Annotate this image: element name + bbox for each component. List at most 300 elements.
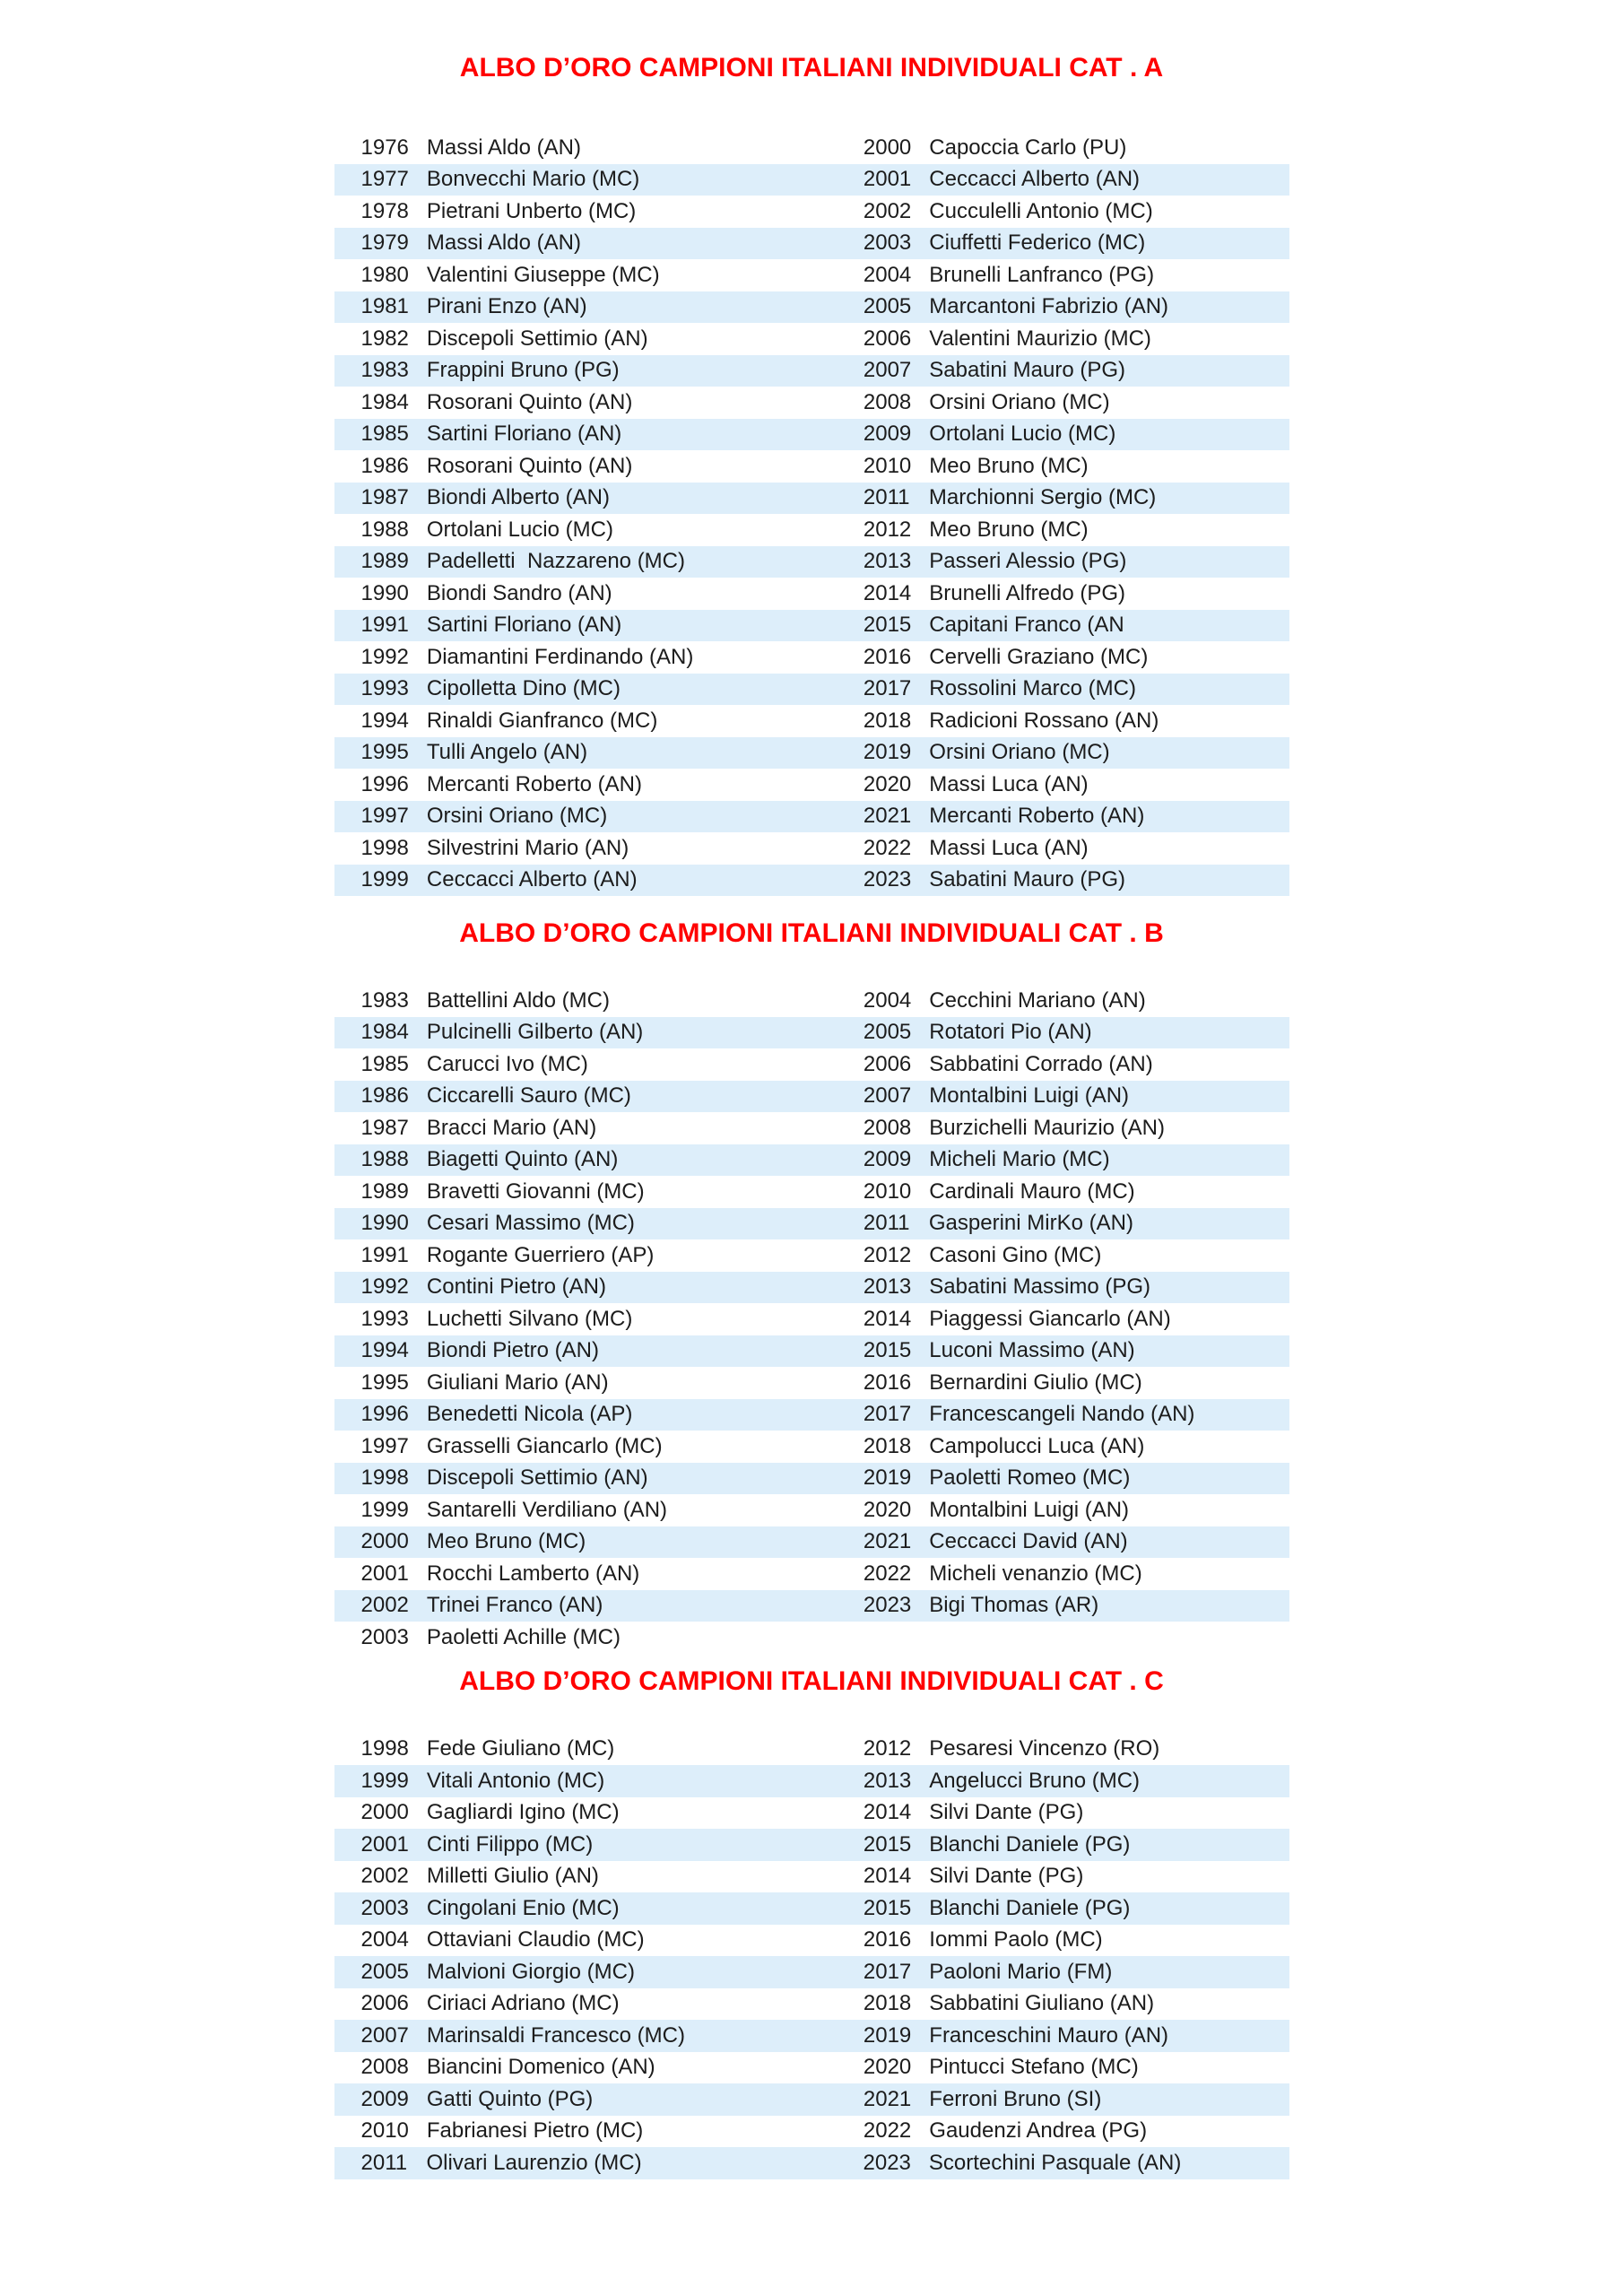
year-cell-left: 2006 [360,1991,409,2016]
table-row [334,1399,1289,1431]
table-row [334,1734,1289,1766]
table-row [334,801,1289,833]
year-cell-left: 1989 [360,549,409,574]
name-cell-left: Ceccacci Alberto (AN) [426,867,638,892]
name-cell-left: Carucci Ivo (MC) [426,1051,588,1076]
year-cell-right: 2019 [863,740,912,765]
name-cell-left: Vitali Antonio (MC) [426,1768,605,1793]
table-row [334,2116,1289,2148]
name-cell-left: Malvioni Giorgio (MC) [426,1959,635,1984]
table-row [334,769,1289,801]
name-cell-right: Passeri Alessio (PG) [929,549,1127,574]
year-cell-left: 1997 [360,1433,409,1458]
table-row [334,419,1289,451]
year-cell-left: 1990 [360,580,409,605]
year-cell-right: 2013 [863,549,912,574]
year-cell-left: 1995 [360,1370,409,1395]
year-cell-left: 1990 [360,1211,409,1236]
name-cell-right: Meo Bruno (MC) [929,453,1089,478]
name-cell-right: Radicioni Rossano (AN) [929,708,1159,733]
name-cell-right: Marcantoni Fabrizio (AN) [929,294,1169,319]
year-cell-right: 2018 [863,708,912,733]
year-cell-left: 2000 [360,1529,409,1554]
year-cell-left: 1992 [360,644,409,669]
name-cell-right: Capoccia Carlo (PU) [929,135,1127,160]
year-cell-left: 2010 [360,2118,409,2144]
year-cell-left: 1978 [360,198,409,223]
year-cell-left: 2003 [360,1624,409,1649]
name-cell-right: Capitani Franco (AN [929,613,1124,638]
name-cell-right: Bigi Thomas (AR) [929,1593,1099,1618]
name-cell-right: Silvi Dante (PG) [929,1800,1084,1825]
year-cell-left: 1994 [360,1338,409,1363]
section-cat-c [0,1665,1623,2179]
year-cell-left: 1981 [360,294,409,319]
name-cell-left: Biagetti Quinto (AN) [426,1147,619,1172]
name-cell-right: Massi Luca (AN) [929,835,1089,860]
year-cell-left: 1989 [360,1178,409,1204]
year-cell-left: 1993 [360,1306,409,1331]
table-row [334,483,1289,515]
name-cell-right: Ceccacci David (AN) [929,1529,1128,1554]
year-cell-right: 2010 [863,1178,912,1204]
year-cell-right: 2011 [863,485,910,510]
name-cell-right: Gasperini MirKo (AN) [928,1211,1133,1236]
year-cell-right: 2008 [863,389,912,414]
year-cell-right: 2022 [863,1561,912,1586]
table-row [334,1797,1289,1830]
name-cell-left: Pulcinelli Gilberto (AN) [426,1020,644,1045]
name-cell-left: Giuliani Mario (AN) [426,1370,609,1395]
year-cell-right: 2004 [863,262,912,287]
table-row [334,1176,1289,1208]
name-cell-left: Ciccarelli Sauro (MC) [426,1083,631,1109]
table-row [334,1558,1289,1590]
name-cell-left: Cinti Filippo (MC) [426,1831,594,1857]
year-cell-right: 2005 [863,294,912,319]
table-row [334,387,1289,419]
name-cell-left: Cesari Massimo (MC) [426,1211,635,1236]
year-cell-right: 2018 [863,1991,912,2016]
name-cell-right: Sabatini Mauro (PG) [929,358,1126,383]
year-cell-right: 2006 [863,1051,912,1076]
year-cell-right: 2023 [863,1593,912,1618]
year-cell-left: 1986 [360,453,409,478]
year-cell-left: 1976 [360,135,409,160]
name-cell-right: Bernardini Giulio (MC) [929,1370,1142,1395]
name-cell-left: Bracci Mario (AN) [426,1115,597,1140]
table-row [334,1303,1289,1335]
name-cell-right: Ciuffetti Federico (MC) [929,230,1146,256]
table-row [334,1892,1289,1925]
year-cell-left: 1992 [360,1274,409,1300]
table-row [334,610,1289,642]
table-row [334,1765,1289,1797]
year-cell-left: 1987 [360,1115,409,1140]
year-cell-right: 2009 [863,422,912,447]
year-cell-right: 2008 [863,1115,912,1140]
name-cell-left: Biondi Sandro (AN) [426,580,612,605]
year-cell-left: 1984 [360,1020,409,1045]
name-cell-right: Micheli Mario (MC) [929,1147,1110,1172]
table-row [334,674,1289,706]
year-cell-right: 2021 [863,1529,912,1554]
table-row [334,514,1289,546]
name-cell-left: Olivari Laurenzio (MC) [426,2150,642,2175]
table-row [334,1239,1289,1272]
year-cell-left: 2011 [360,2150,408,2175]
table-row [334,1494,1289,1526]
name-cell-left: Rogante Guerriero (AP) [426,1242,655,1267]
name-cell-left: Fede Giuliano (MC) [426,1736,615,1761]
year-cell-left: 1985 [360,1051,409,1076]
year-cell-right: 2021 [863,2086,912,2111]
table-row [334,323,1289,355]
year-cell-left: 1988 [360,1147,409,1172]
year-cell-left: 1996 [360,1402,409,1427]
name-cell-right: Pintucci Stefano (MC) [929,2055,1139,2080]
name-cell-left: Discepoli Settimio (AN) [426,1465,648,1491]
name-cell-left: Fabrianesi Pietro (MC) [426,2118,644,2144]
name-cell-left: Contini Pietro (AN) [426,1274,606,1300]
champions-table [334,985,1289,1654]
name-cell-left: Gagliardi Igino (MC) [426,1800,620,1825]
name-cell-right: Pesaresi Vincenzo (RO) [929,1736,1160,1761]
section-cat-a [0,52,1623,896]
table-row [334,291,1289,324]
name-cell-left: Discepoli Settimio (AN) [426,326,648,351]
name-cell-right: Cervelli Graziano (MC) [929,644,1149,669]
table-row [334,2083,1289,2116]
name-cell-right: Cucculelli Antonio (MC) [929,198,1153,223]
year-cell-right: 2021 [863,804,912,829]
name-cell-right: Brunelli Alfredo (PG) [929,580,1126,605]
name-cell-left: Tulli Angelo (AN) [426,740,588,765]
name-cell-right: Micheli venanzio (MC) [929,1561,1142,1586]
year-cell-right: 2012 [863,1736,912,1761]
year-cell-left: 2003 [360,1895,409,1920]
year-cell-right: 2015 [863,1895,912,1920]
name-cell-right: Rossolini Marco (MC) [929,676,1136,701]
year-cell-left: 1983 [360,358,409,383]
year-cell-left: 2008 [360,2055,409,2080]
year-cell-left: 1993 [360,676,409,701]
year-cell-right: 2016 [863,1370,912,1395]
year-cell-right: 2016 [863,1927,912,1952]
name-cell-right: Massi Luca (AN) [929,771,1089,796]
year-cell-left: 2005 [360,1959,409,1984]
name-cell-left: Benedetti Nicola (AP) [426,1402,633,1427]
name-cell-right: Scortechini Pasquale (AN) [928,2150,1182,2175]
table-row [334,1861,1289,1893]
name-cell-left: Cingolani Enio (MC) [426,1895,620,1920]
name-cell-right: Sabbatini Corrado (AN) [929,1051,1153,1076]
table-row [334,865,1289,897]
name-cell-left: Bonvecchi Mario (MC) [426,167,640,192]
table-row [334,196,1289,228]
name-cell-right: Blanchi Daniele (PG) [929,1895,1131,1920]
name-cell-right: Mercanti Roberto (AN) [929,804,1145,829]
year-cell-right: 2020 [863,1497,912,1522]
year-cell-right: 2007 [863,1083,912,1109]
name-cell-left: Sartini Floriano (AN) [426,613,622,638]
table-row [334,985,1289,1017]
table-row [334,450,1289,483]
name-cell-left: Rosorani Quinto (AN) [426,453,633,478]
table-row [334,164,1289,196]
year-cell-right: 2010 [863,453,912,478]
name-cell-left: Gatti Quinto (PG) [426,2086,594,2111]
year-cell-left: 2007 [360,2022,409,2048]
table-row [334,1622,1289,1654]
name-cell-left: Marinsaldi Francesco (MC) [426,2022,685,2048]
year-cell-right: 2023 [863,867,912,892]
name-cell-left: Orsini Oriano (MC) [426,804,608,829]
year-cell-right: 2017 [863,1402,912,1427]
name-cell-left: Milletti Giulio (AN) [426,1864,599,1889]
table-row [334,1335,1289,1368]
year-cell-left: 1997 [360,804,409,829]
table-row [334,1112,1289,1144]
year-cell-left: 1991 [360,1242,409,1267]
name-cell-right: Brunelli Lanfranco (PG) [929,262,1155,287]
year-cell-right: 2002 [863,198,912,223]
name-cell-right: Blanchi Daniele (PG) [929,1831,1131,1857]
section-cat-b [0,918,1623,1654]
name-cell-right: Francescangeli Nando (AN) [929,1402,1195,1427]
section-title: ALBO D’ORO CAMPIONI ITALIANI INDIVIDUALI CAT . C [459,1665,1164,1696]
name-cell-left: Biondi Pietro (AN) [426,1338,599,1363]
name-cell-right: Piaggessi Giancarlo (AN) [929,1306,1171,1331]
name-cell-right: Ceccacci Alberto (AN) [929,167,1141,192]
year-cell-left: 1987 [360,485,409,510]
name-cell-right: Iommi Paolo (MC) [929,1927,1103,1952]
table-row [334,1431,1289,1463]
name-cell-left: Paoletti Achille (MC) [426,1624,621,1649]
name-cell-right: Paoletti Romeo (MC) [929,1465,1131,1491]
name-cell-left: Diamantini Ferdinando (AN) [426,644,694,669]
year-cell-right: 2011 [863,1211,910,1236]
name-cell-left: Padelletti Nazzareno (MC) [426,549,685,574]
table-row [334,1463,1289,1495]
name-cell-right: Ortolani Lucio (MC) [929,422,1116,447]
year-cell-right: 2000 [863,135,912,160]
year-cell-right: 2014 [863,1864,912,1889]
table-row [334,1081,1289,1113]
year-cell-left: 2000 [360,1800,409,1825]
year-cell-left: 1991 [360,613,409,638]
name-cell-right: Burzichelli Maurizio (AN) [929,1115,1166,1140]
table-row [334,737,1289,770]
name-cell-left: Massi Aldo (AN) [426,230,581,256]
name-cell-left: Meo Bruno (MC) [426,1529,586,1554]
year-cell-right: 2009 [863,1147,912,1172]
name-cell-right: Orsini Oriano (MC) [929,389,1110,414]
year-cell-right: 2014 [863,580,912,605]
name-cell-right: Sabatini Massimo (PG) [929,1274,1151,1300]
year-cell-left: 1986 [360,1083,409,1109]
name-cell-left: Rocchi Lamberto (AN) [426,1561,640,1586]
name-cell-left: Sartini Floriano (AN) [426,422,622,447]
year-cell-right: 2015 [863,1338,912,1363]
year-cell-left: 1998 [360,835,409,860]
name-cell-left: Mercanti Roberto (AN) [426,771,642,796]
year-cell-left: 1998 [360,1736,409,1761]
year-cell-right: 2006 [863,326,912,351]
table-row [334,1988,1289,2021]
name-cell-right: Sabbatini Giuliano (AN) [929,1991,1155,2016]
name-cell-left: Ciriaci Adriano (MC) [426,1991,620,2016]
table-row [334,1956,1289,1988]
year-cell-right: 2007 [863,358,912,383]
table-row [334,1048,1289,1081]
table-row [334,1925,1289,1957]
year-cell-right: 2017 [863,1959,912,1984]
year-cell-left: 2001 [360,1561,409,1586]
name-cell-right: Marchionni Sergio (MC) [928,485,1157,510]
name-cell-left: Rinaldi Gianfranco (MC) [426,708,658,733]
table-row [334,1367,1289,1399]
name-cell-left: Cipolletta Dino (MC) [426,676,621,701]
name-cell-left: Bravetti Giovanni (MC) [426,1178,645,1204]
table-row [334,259,1289,291]
name-cell-left: Santarelli Verdiliano (AN) [426,1497,668,1522]
name-cell-left: Pirani Enzo (AN) [426,294,587,319]
name-cell-right: Ferroni Bruno (SI) [929,2086,1102,2111]
year-cell-left: 1980 [360,262,409,287]
table-row [334,2147,1289,2179]
year-cell-right: 2001 [863,167,912,192]
name-cell-left: Rosorani Quinto (AN) [426,389,633,414]
name-cell-right: Cardinali Mauro (MC) [929,1178,1135,1204]
year-cell-left: 1983 [360,987,409,1013]
year-cell-right: 2023 [863,2150,911,2175]
year-cell-right: 2022 [863,2118,912,2144]
table-row [334,2020,1289,2052]
year-cell-right: 2022 [863,835,912,860]
year-cell-right: 2014 [863,1306,912,1331]
year-cell-left: 2002 [360,1593,409,1618]
year-cell-left: 1996 [360,771,409,796]
year-cell-left: 2009 [360,2086,409,2111]
year-cell-left: 2004 [360,1927,409,1952]
name-cell-left: Luchetti Silvano (MC) [426,1306,633,1331]
year-cell-right: 2020 [863,771,912,796]
year-cell-left: 1998 [360,1465,409,1491]
name-cell-left: Trinei Franco (AN) [426,1593,603,1618]
table-row [334,228,1289,260]
year-cell-right: 2019 [863,2022,912,2048]
name-cell-right: Campolucci Luca (AN) [929,1433,1145,1458]
year-cell-left: 1999 [360,1768,409,1793]
year-cell-left: 2002 [360,1864,409,1889]
table-row [334,705,1289,737]
name-cell-left: Battellini Aldo (MC) [426,987,610,1013]
year-cell-left: 1994 [360,708,409,733]
name-cell-right: Meo Bruno (MC) [929,517,1089,542]
year-cell-left: 1995 [360,740,409,765]
name-cell-left: Pietrani Unberto (MC) [426,198,637,223]
table-row [334,578,1289,610]
table-row [334,1272,1289,1304]
table-row [334,546,1289,578]
year-cell-right: 2012 [863,1242,912,1267]
year-cell-left: 1982 [360,326,409,351]
table-row [334,1590,1289,1622]
year-cell-right: 2004 [863,987,912,1013]
name-cell-left: Biondi Alberto (AN) [426,485,610,510]
name-cell-left: Ottaviani Claudio (MC) [426,1927,645,1952]
name-cell-right: Montalbini Luigi (AN) [929,1497,1130,1522]
year-cell-left: 1999 [360,867,409,892]
name-cell-left: Massi Aldo (AN) [426,135,581,160]
year-cell-right: 2012 [863,517,912,542]
name-cell-left: Silvestrini Mario (AN) [426,835,629,860]
table-row [334,1208,1289,1240]
year-cell-right: 2005 [863,1020,912,1045]
table-row [334,1829,1289,1861]
table-row [334,1144,1289,1177]
year-cell-left: 1988 [360,517,409,542]
table-row [334,355,1289,387]
name-cell-right: Cecchini Mariano (AN) [929,987,1146,1013]
table-row [334,1526,1289,1559]
year-cell-left: 2001 [360,1831,409,1857]
name-cell-right: Montalbini Luigi (AN) [929,1083,1130,1109]
name-cell-right: Paoloni Mario (FM) [929,1959,1113,1984]
year-cell-right: 2003 [863,230,912,256]
name-cell-right: Sabatini Mauro (PG) [929,867,1126,892]
section-title: ALBO D’ORO CAMPIONI ITALIANI INDIVIDUALI CAT . A [459,53,1164,83]
year-cell-left: 1977 [360,167,409,192]
name-cell-left: Ortolani Lucio (MC) [426,517,613,542]
name-cell-right: Rotatori Pio (AN) [929,1020,1092,1045]
year-cell-right: 2013 [863,1274,912,1300]
table-row [334,132,1289,164]
year-cell-right: 2016 [863,644,912,669]
year-cell-left: 1984 [360,389,409,414]
name-cell-right: Angelucci Bruno (MC) [929,1768,1141,1793]
name-cell-left: Valentini Giuseppe (MC) [426,262,660,287]
name-cell-left: Frappini Bruno (PG) [426,358,620,383]
year-cell-right: 2017 [863,676,912,701]
year-cell-left: 1985 [360,422,409,447]
champions-table [334,132,1289,896]
table-row [334,1017,1289,1049]
year-cell-right: 2013 [863,1768,912,1793]
name-cell-right: Luconi Massimo (AN) [929,1338,1135,1363]
name-cell-right: Franceschini Mauro (AN) [929,2022,1169,2048]
table-row [334,832,1289,865]
champions-table [334,1734,1289,2179]
year-cell-right: 2015 [863,1831,912,1857]
name-cell-right: Valentini Maurizio (MC) [929,326,1151,351]
section-title: ALBO D’ORO CAMPIONI ITALIANI INDIVIDUALI CAT . B [459,918,1164,948]
name-cell-left: Grasselli Giancarlo (MC) [426,1433,663,1458]
year-cell-right: 2018 [863,1433,912,1458]
name-cell-left: Biancini Domenico (AN) [426,2055,655,2080]
table-row [334,641,1289,674]
year-cell-right: 2015 [863,613,912,638]
year-cell-right: 2019 [863,1465,912,1491]
year-cell-left: 1999 [360,1497,409,1522]
year-cell-left: 1979 [360,230,409,256]
year-cell-right: 2020 [863,2055,912,2080]
year-cell-right: 2014 [863,1800,912,1825]
table-row [334,2052,1289,2084]
name-cell-right: Silvi Dante (PG) [929,1864,1084,1889]
name-cell-right: Casoni Gino (MC) [929,1242,1102,1267]
